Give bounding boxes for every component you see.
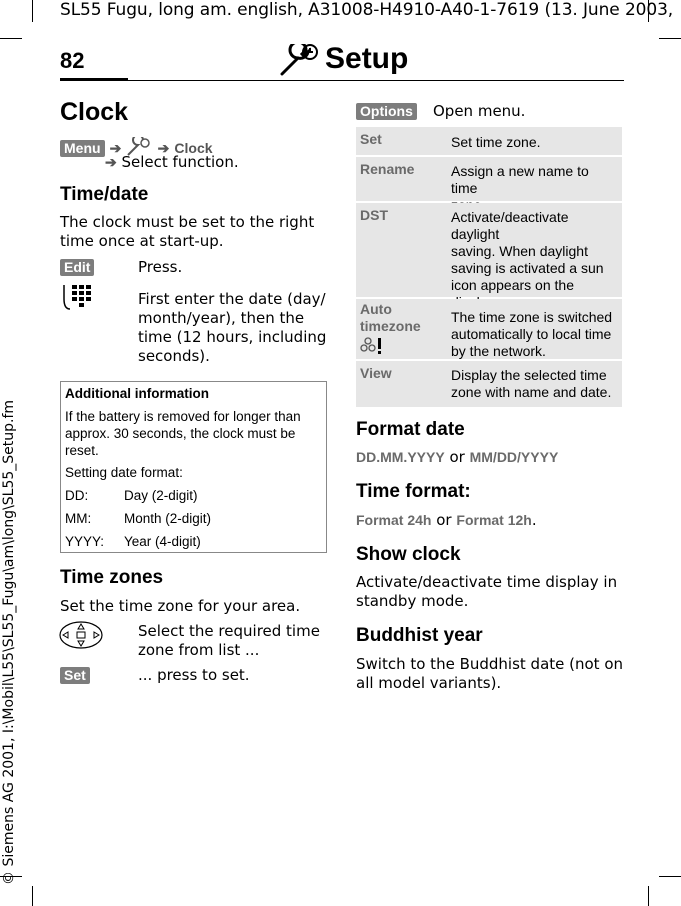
time-format-option-b[interactable]: Format 12h bbox=[456, 512, 532, 528]
set-text: ... press to set. bbox=[138, 666, 250, 684]
time-format-heading: Time format: bbox=[356, 481, 471, 502]
arrow: ➔ bbox=[157, 140, 170, 156]
format-desc: Day (2-digit) bbox=[124, 488, 198, 503]
info-line: approx. 30 seconds, the clock must be bbox=[65, 426, 296, 441]
option-row-set[interactable]: Set Set time zone. bbox=[356, 127, 622, 155]
arrow: ➔ bbox=[109, 140, 122, 156]
running-head: SL55 Fugu, long am. english, A31008-H4910-A40-1-7619 (13. June 2003, bbox=[60, 0, 674, 20]
options-softkey-row bbox=[356, 101, 417, 120]
network-dependent-icon bbox=[360, 337, 384, 355]
page-title: Setup bbox=[325, 42, 409, 75]
option-row-auto-timezone[interactable]: Auto timezone The time zone is switched automatically to local time by the network. bbox=[356, 299, 622, 359]
select-zone-text: Select the required time zone from list ... bbox=[138, 622, 320, 659]
format-desc: Month (2-digit) bbox=[124, 511, 212, 526]
crop-mark bbox=[0, 38, 22, 39]
edit-softkey[interactable]: Edit bbox=[60, 259, 94, 276]
format-date-options: DD.MM.YYYY or MM/DD/YYYY bbox=[356, 448, 559, 466]
show-clock-text: Activate/deactivate time display in standby mode. bbox=[356, 573, 618, 610]
option-row-rename[interactable]: Rename Assign a new name to time bbox=[356, 157, 622, 201]
info-line: If the battery is removed for longer than bbox=[65, 409, 301, 424]
time-format-options: Format 24h or Format 12h. bbox=[356, 511, 537, 529]
crop-mark bbox=[648, 886, 649, 906]
time-zones-heading: Time zones bbox=[60, 567, 164, 588]
option-row-view[interactable]: View Display the selected time zone with name and date. bbox=[356, 361, 622, 407]
format-date-heading: Format date bbox=[356, 419, 465, 440]
buddhist-year-heading: Buddhist year bbox=[356, 625, 483, 646]
info-line: reset. bbox=[65, 443, 99, 458]
format-code: YYYY: bbox=[65, 534, 105, 549]
page-number: 82 bbox=[60, 48, 85, 73]
select-function-line bbox=[105, 153, 239, 172]
edit-text: Press. bbox=[138, 258, 183, 276]
info-title: Additional information bbox=[65, 386, 209, 401]
format-code: DD: bbox=[65, 488, 89, 503]
crop-mark bbox=[32, 0, 33, 22]
edit-softkey-row bbox=[60, 257, 94, 276]
crop-mark bbox=[659, 38, 681, 39]
file-path-note: © Siemens AG 2001, I:\Mobil\L55\SL55_Fugu\am\long\SL55_Setup.fm bbox=[1, 399, 17, 885]
menu-path-clock: Clock bbox=[174, 140, 213, 156]
time-format-option-a[interactable]: Format 24h bbox=[356, 512, 432, 528]
option-row-dst[interactable]: DST Activate/deactivate daylight saving. When daylight saving is activated a sun icon appears on the bbox=[356, 203, 622, 297]
select-function-text: Select function. bbox=[121, 153, 239, 171]
format-date-option-b[interactable]: MM/DD/YYYY bbox=[469, 449, 559, 465]
format-date-option-a[interactable]: DD.MM.YYYY bbox=[356, 449, 445, 465]
show-clock-heading: Show clock bbox=[356, 544, 461, 565]
time-date-heading: Time/date bbox=[60, 184, 149, 205]
keypad-text: First enter the date (day/ month/year), then the time (12 hours, including seconds). bbox=[138, 290, 327, 365]
set-softkey-row bbox=[60, 665, 90, 684]
additional-info-box bbox=[60, 381, 327, 553]
format-title: Setting date format: bbox=[65, 465, 183, 480]
set-softkey[interactable]: Set bbox=[60, 667, 90, 684]
arrow: ➔ bbox=[105, 154, 117, 170]
header-rule bbox=[128, 80, 624, 81]
keypad-icon bbox=[60, 283, 92, 311]
crop-mark bbox=[659, 876, 681, 877]
page-number-underline bbox=[60, 78, 128, 81]
format-code: MM: bbox=[65, 511, 92, 526]
format-desc: Year (4-digit) bbox=[124, 534, 201, 549]
wrench-phone-icon bbox=[278, 44, 322, 78]
options-text: Open menu. bbox=[433, 102, 526, 120]
buddhist-year-text: Switch to the Buddhist date (not on all model variants). bbox=[356, 655, 624, 692]
crop-mark bbox=[32, 886, 33, 906]
clock-heading: Clock bbox=[60, 98, 129, 126]
time-date-intro: The clock must be set to the right time once at start-up. bbox=[60, 213, 315, 250]
options-softkey[interactable]: Options bbox=[356, 103, 417, 120]
time-zones-intro: Set the time zone for your area. bbox=[60, 597, 301, 615]
navigation-key-icon[interactable] bbox=[58, 620, 104, 650]
menu-softkey[interactable]: Menu bbox=[60, 140, 105, 157]
